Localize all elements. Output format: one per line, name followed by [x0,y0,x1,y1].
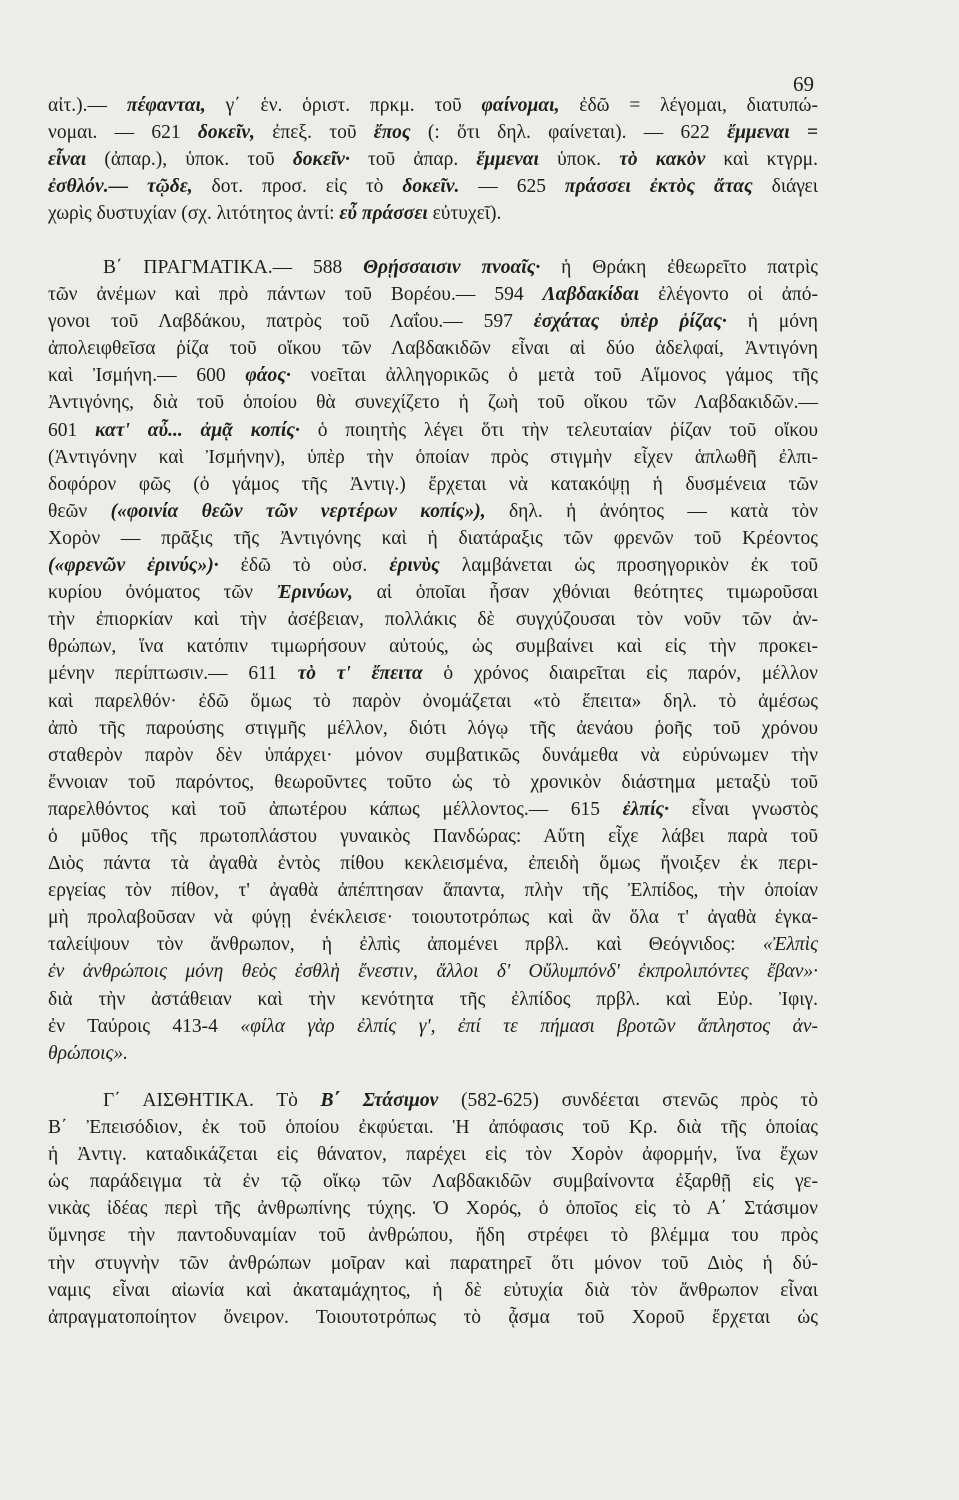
emphasized-term: εὖ πράσσει [339,203,428,225]
text-run: ὡς παράδειγμα τὰ ἐν τῷ οἴκῳ τῶν Λαβδακιδῶν συμβαίνοντα ἐξαρθῇ εἰς γε- [48,1171,818,1193]
text-run: παρελθόντος καὶ τοῦ ἀπωτέρου κάπως μέλλοντος.— 615 [48,798,623,820]
text-run: ὁ μῦθος τῆς πρωτοπλάστου γυναικὸς Πανδώρας: Αὕτη εἶχε λάβει παρὰ τοῦ [48,825,818,847]
text-run: (ἀπαρ.), ὑποκ. τοῦ [86,149,293,171]
emphasized-term: Λαβδακίδαι [542,284,640,306]
text-run: ἔννοιαν τοῦ παρόντος, θεωροῦντες τοῦτο ὡς τὸ χρονικὸν διάστημα μεταξὺ τοῦ [48,771,818,793]
text-run: ἡ Θράκη ἐθεωρεῖτο πατρὶς [540,257,818,278]
text-run: δοτ. προσ. εἰς τὸ [192,176,403,198]
text-line [48,931,818,958]
text-run: ἐλέγοντο οἱ ἀπό- [639,284,818,306]
text-line [48,1195,818,1222]
text-run: αἰτ.).— [48,95,127,116]
emphasized-term: κατ' αὖ... ἀμᾷ κοπίς· [95,419,300,441]
text-run: Β΄ Ἐπεισόδιον, ἐκ τοῦ ὁποίου ἐκφύεται. Ἡ ἀπόφασις τοῦ Κρ. διὰ τῆς ὁποίας [48,1117,818,1139]
emphasized-term: ἔπος [373,122,411,144]
text-run: ὑποκ. [538,149,620,171]
text-run: καὶ παρελθόν· ἐδῶ ὅμως τὸ παρὸν ὀνομάζεται «τὸ ἔπειτα» δηλ. τὸ ἀμέσως [48,690,818,712]
text-line [48,1168,818,1195]
paragraph-pragmatika [48,254,818,1067]
emphasized-term: δοκεῖν· [292,149,350,171]
text-run: 601 [48,419,96,441]
emphasized-term: ἔμμεναι = [727,122,819,144]
text-line [48,1087,818,1114]
emphasized-term: δοκεῖν. [402,176,460,198]
text-run: (582-625) συνδέεται στενῶς πρὸς τὸ [438,1090,818,1111]
text-run: μένην περίπτωσιν.— 611 [48,663,298,685]
emphasized-term: («φοινία θεῶν τῶν νερτέρων κοπίς»), [110,500,486,522]
text-line [48,688,818,715]
text-run: εργείας τὸν πίθον, τ' ἀγαθὰ ἀπέπτησαν ἅπαντα, πλὴν τῆς Ἐλπίδος, τὴν ὁποίαν [48,880,818,902]
text-line [48,1250,818,1277]
text-run: μὴ προλαβοῦσαν νὰ φύγῃ ἐνέκλεισε· τοιουτοτρόπως καὶ ἂν ὅλα τ' ἀγαθὰ ἐγκα- [48,907,818,929]
text-line [48,958,818,985]
text-line [48,1040,818,1067]
text-run: δοφόρον φῶς (ὁ γάμος τῆς Ἀντιγ.) ἔρχεται νὰ κατακόψῃ ἡ δυσμένεια τῶν [48,473,818,495]
text-run: νομαι. — 621 [48,122,198,144]
text-line [48,498,818,525]
text-line [48,444,818,471]
text-run: καὶ Ἰσμήνη.— 600 [48,365,246,387]
text-run: σταθερὸν παρὸν δὲν ὑπάρχει· μόνον συμβατικῶς δυνάμεθα νὰ εὐρύνωμεν τὴν [48,744,818,766]
text-run: ὁ ποιητὴς λέγει ὅτι τὴν τελευταίαν ῥίζαν τοῦ οἴκου [299,419,818,441]
text-run: ναμις εἶναι αἰωνία καὶ ἀκαταμάχητος, ἡ δὲ εὐτυχία διὰ τὸν ἄνθρωπον εἶναι [48,1279,818,1301]
text-line [48,119,818,146]
text-line [48,146,818,173]
text-run: ἐπεξ. τοῦ [254,122,374,144]
text-line [48,281,818,308]
quotation: «φίλα γὰρ ἐλπίς γ', ἐπί τε πήμασι βροτῶν ἄπληστος ἀν- [240,1015,818,1037]
text-line [48,417,818,444]
text-run: Χορὸν — πρᾶξις τῆς Ἀντιγόνης καὶ ἡ διατάραξις τῶν φρενῶν τοῦ Κρέοντος [48,527,818,549]
text-run: ἡ μόνη [726,311,818,333]
text-run: εὐτυχεῖ). [427,203,502,225]
emphasized-term: εἶναι [48,149,87,171]
text-run: Ἀντιγόνης, διὰ τοῦ ὁποίου θὰ συνεχίζετο ἡ ζωὴ τοῦ οἴκου τῶν Λαβδακιδῶν.— [48,392,818,414]
text-line [48,173,818,200]
text-line [48,200,818,227]
text-run: εἶναι γνωστὸς [668,798,818,820]
text-line [48,633,818,660]
text-run: ἀπὸ τῆς παρούσης στιγμῆς μέλλον, διότι λόγῳ τῆς ἀενάου ῥοῆς τοῦ χρόνου [48,717,818,739]
text-line [48,904,818,931]
text-run: Β΄ ΠΡΑΓΜΑΤΙΚΑ.— 588 [103,257,364,278]
text-run: διάγει [752,176,818,198]
text-run: ἐδῶ τὸ οὐσ. [218,555,390,577]
text-line [48,1277,818,1304]
text-line [48,1013,818,1040]
emphasized-term: ἐσθλόν.— τῷδε, [48,176,193,198]
text-run: τοῦ ἀπαρ. [349,149,477,171]
text-run: γονοι τοῦ Λαβδάκου, πατρὸς τοῦ Λαΐου.— 597 [48,311,534,333]
emphasized-term: Β΄ Στάσιμον [320,1090,439,1111]
text-line [48,769,818,796]
text-run: — 625 [459,176,565,198]
emphasized-term: («φρενῶν ἐρινύς»)· [48,555,219,577]
text-line [48,1141,818,1168]
emphasized-term: τὸ κακὸν [619,149,706,171]
emphasized-term: Ἐρινύων, [276,582,353,604]
text-line [48,362,818,389]
emphasized-term: ἐλπίς· [622,798,669,820]
emphasized-term: Θρῄσσαισιν πνοαῖς· [363,257,541,278]
emphasized-term: φάος· [245,365,291,387]
text-line [48,335,818,362]
emphasized-term: πράσσει ἐκτὸς ἄτας [564,176,753,198]
text-run: γ΄ ἑν. ὁριστ. πρκμ. τοῦ [205,95,482,116]
text-run: (Ἀντιγόνην καὶ Ἰσμήνην), ὑπὲρ τὴν ὁποίαν πρὸς στιγμὴν εἶχεν ἁπλωθῆ ἐλπι- [48,446,818,468]
text-run: ἀπολειφθεῖσα ῥίζα τοῦ οἴκου τῶν Λαβδακιδῶν εἶναι αἱ δύο ἀδελφαί, Ἀντιγόνη [48,338,818,360]
text-run: ἀπραγματοποίητον ὄνειρον. Τοιουτοτρόπως τὸ ᾆσμα τοῦ Χοροῦ ἔρχεται ὡς [48,1306,818,1328]
text-run: κυρίου ὀνόματος τῶν [48,582,277,604]
text-run: καὶ κτγρμ. [705,149,818,171]
page-number: 69 [793,72,814,96]
text-line [48,471,818,498]
text-line [48,389,818,416]
text-line [48,986,818,1013]
text-run: τὴν στυγνὴν τῶν ἀνθρώπων μοῖραν καὶ παρατηρεῖ ὅτι μόνον τοῦ Διὸς ἡ δύ- [48,1252,818,1274]
text-line [48,579,818,606]
text-line [48,92,818,119]
text-line [48,715,818,742]
text-run: ὕμνησε τὴν παντοδυναμίαν τοῦ ἀνθρώπου, ἤδη στρέφει τὸ βλέμμα του πρὸς [48,1225,818,1247]
text-run: Γ΄ ΑΙΣΘΗΤΙΚΑ. Τὸ [103,1090,321,1111]
emphasized-term: πέφανται, [126,95,206,116]
text-run: αἱ ὁποῖαι ἦσαν χθόνιαι θεότητες τιμωροῦσαι [352,582,818,604]
text-line [48,525,818,552]
emphasized-term: φαίνομαι, [481,95,560,116]
text-run: Διὸς πάντα τὰ ἀγαθὰ ἐντὸς πίθου κεκλεισμένα, ἐπειδὴ ὅμως ἤνοιξεν ἐκ περι- [48,853,818,875]
text-run: τὴν ἐπιορκίαν καὶ τὴν ἀσέβειαν, πολλάκις δὲ συγχύζουσαι τὸν νοῦν τῶν ἀν- [48,609,818,631]
paragraph-commentary-end [48,92,818,227]
text-run: ἡ Ἀντιγ. καταδικάζεται εἰς θάνατον, παρέχει εἰς τὸν Χορὸν ἀφορμήν, ἵνα ἔχων [48,1144,818,1166]
text-run: ἐδῶ = λέγομαι, διατυπώ- [559,95,818,116]
text-line [48,877,818,904]
text-run: ὁ χρόνος διαιρεῖται εἰς παρόν, μέλλον [422,663,818,685]
text-line [48,796,818,823]
text-run: διὰ τὴν ἀστάθειαν καὶ τὴν κενότητα τῆς ἐλπίδος πρβλ. καὶ Εὐρ. Ἰφιγ. [48,988,818,1010]
text-line [48,1304,818,1331]
text-run: θεῶν [48,500,111,522]
text-line [48,552,818,579]
text-run: θρώπων, ἵνα κατόπιν τιμωρήσουν αὐτούς, ὡς συμβαίνει καὶ εἰς τὴν προκει- [48,636,818,658]
text-run: νικὰς ἰδέας περὶ τῆς ἀνθρωπίνης τύχης. Ὁ Χορός, ὁ ὁποῖος εἰς τὸ Α΄ Στάσιμον [48,1198,818,1220]
text-run: νοεῖται ἀλληγορικῶς ὁ μετὰ τοῦ Αἵμονος γάμος τῆς [290,365,818,387]
text-line [48,850,818,877]
text-run: ἐν Ταύροις 413-4 [48,1015,241,1037]
quotation: θρώποις». [48,1042,129,1064]
emphasized-term: ἔμμεναι [476,149,539,171]
emphasized-term: τὸ τ' ἔπειτα [297,663,423,685]
text-line [48,742,818,769]
text-line [48,606,818,633]
quotation: «Ἐλπὶς [762,934,818,956]
emphasized-term: ἐσχάτας ὑπὲρ ῥίζας· [533,311,727,333]
text-line [48,308,818,335]
text-line [48,254,818,281]
text-run: λαμβάνεται ὡς προσηγορικὸν ἐκ τοῦ [439,555,819,577]
text-run: (: ὅτι δηλ. φαίνεται). — 622 [410,122,728,144]
quotation: ἐν ἀνθρώποις μόνη θεὸς ἐσθλὴ ἔνεστιν, ἄλλοι δ' Οὔλυμπόνδ' ἐκπρολιπόντες ἔβαν»· [48,961,818,983]
text-run: ταλείψουν τὸν ἄνθρωπον, ἡ ἐλπὶς ἀπομένει πρβλ. καὶ Θεόγνιδος: [48,934,763,956]
text-line [48,1114,818,1141]
text-line [48,660,818,687]
text-run: δηλ. ἡ ἀνόητος — κατὰ τὸν [485,500,818,522]
text-line [48,1222,818,1249]
emphasized-term: ἐρινὺς [389,555,440,577]
text-line [48,823,818,850]
text-run: τῶν ἀνέμων καὶ πρὸ πάντων τοῦ Βορέου.— 594 [48,284,543,306]
emphasized-term: δοκεῖν, [197,122,255,144]
text-run: χωρὶς δυστυχίαν (σχ. λιτότητος ἀντί: [48,203,340,225]
paragraph-aisthitika [48,1087,818,1331]
